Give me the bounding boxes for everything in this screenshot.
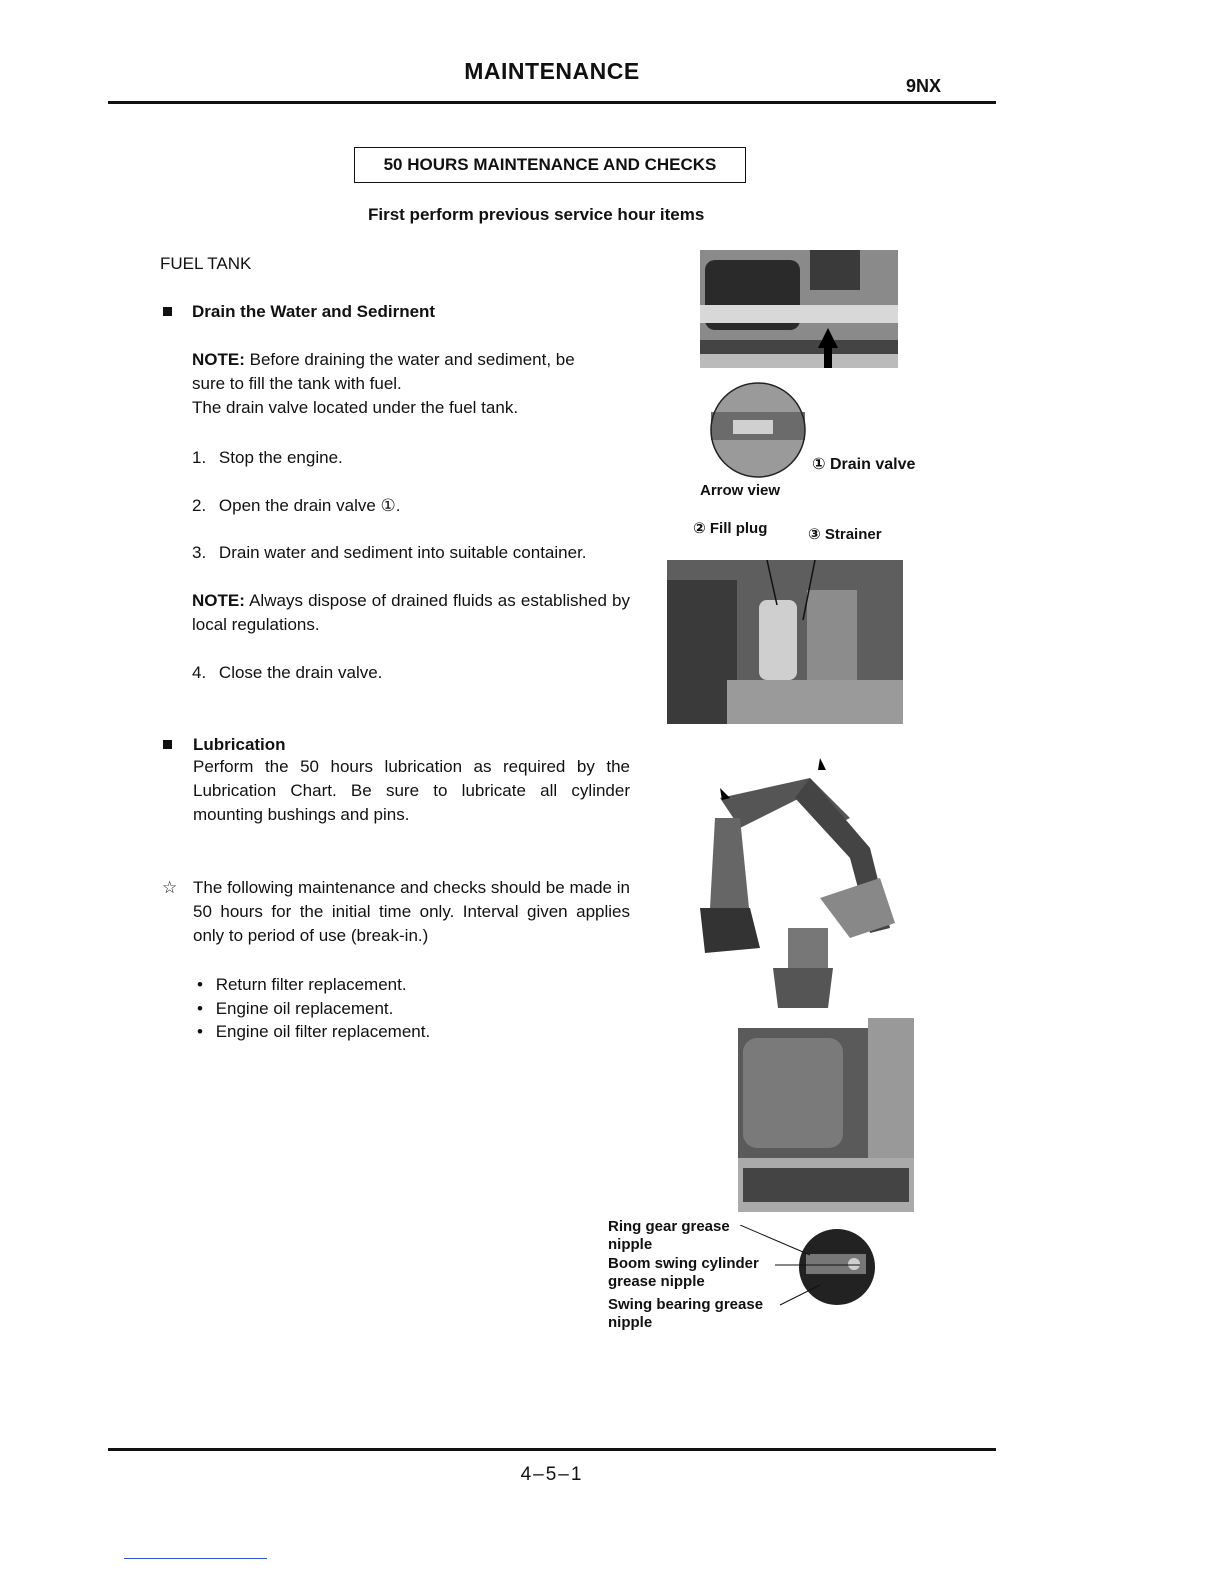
excavator-body-photo <box>738 928 914 1212</box>
boom-swing-line: grease nipple <box>608 1273 705 1290</box>
subheading: First perform previous service hour items <box>368 205 705 224</box>
lubrication-heading: Lubrication <box>193 735 286 754</box>
step-number: 1. <box>192 448 207 467</box>
fuel-fill-photo <box>667 560 903 724</box>
excavator-body-drawing <box>738 928 914 1212</box>
list-item <box>197 1020 430 1044</box>
fill-plug-label: ② Fill plug <box>693 520 768 537</box>
ring-gear-line: nipple <box>608 1236 653 1253</box>
step-text: Close the drain valve. <box>218 663 383 682</box>
dot-bullet-icon: • <box>197 999 203 1018</box>
step-text: Open the drain valve ①. <box>218 496 401 515</box>
star-icon: ☆ <box>162 878 178 897</box>
list-item-text: Return filter replacement. <box>215 975 407 994</box>
step-number: 4. <box>192 663 207 682</box>
ring-gear-label <box>608 1218 730 1254</box>
step-4 <box>192 661 382 685</box>
strainer-label: ③ Strainer <box>808 526 882 543</box>
note-label: NOTE: <box>192 350 245 369</box>
drain-valve-label: ① Drain valve <box>812 456 916 473</box>
square-bullet-icon <box>163 740 172 749</box>
link-underline <box>124 1558 267 1559</box>
step-1 <box>192 446 343 470</box>
boom-swing-label <box>608 1255 759 1291</box>
list-item <box>197 997 393 1021</box>
fuel-tank-heading: FUEL TANK <box>160 254 252 273</box>
step-2 <box>192 494 401 518</box>
step-text: Stop the engine. <box>218 448 343 467</box>
arrow-view-drawing <box>708 382 808 478</box>
initial-text: The following maintenance and checks should be made in 50 hours for the initial time only. Interval given applies only to period of use (break-in.) <box>193 878 630 945</box>
header-rule <box>108 101 996 104</box>
note-dispose <box>192 589 630 637</box>
list-item-text: Engine oil replacement. <box>215 999 394 1018</box>
note-text: Always dispose of drained fluids as established by local regulations. <box>192 591 630 634</box>
ring-gear-line: Ring gear grease <box>608 1218 730 1235</box>
page-header-title: MAINTENANCE <box>464 58 640 84</box>
page-number: 4–5–1 <box>520 1464 584 1485</box>
swing-bearing-line: nipple <box>608 1314 653 1331</box>
step-number: 3. <box>192 543 207 562</box>
section-title-box: 50 HOURS MAINTENANCE AND CHECKS <box>354 147 746 183</box>
swing-bearing-line: Swing bearing grease <box>608 1296 764 1313</box>
fuel-tank-photo-drawing <box>700 250 898 368</box>
step-text: Drain water and sediment into suitable container. <box>218 543 587 562</box>
drain-heading: Drain the Water and Sedirnent <box>192 302 436 321</box>
note-line: Before draining the water and sediment, be <box>249 350 575 369</box>
arrow-view-label: Arrow view <box>700 482 781 499</box>
lubrication-text: Perform the 50 hours lubrication as required by the Lubrication Chart. Be sure to lubricate all cylinder mounting bushings and pins. <box>193 757 630 824</box>
list-item-text: Engine oil filter replacement. <box>215 1022 431 1041</box>
note-drain <box>192 348 632 420</box>
dot-bullet-icon: • <box>197 975 203 994</box>
arrow-view-detail <box>708 382 808 478</box>
step-3 <box>192 541 587 565</box>
note-line: The drain valve located under the fuel tank. <box>192 398 519 417</box>
fuel-tank-photo <box>700 250 898 368</box>
square-bullet-icon <box>163 307 172 316</box>
boom-swing-line: Boom swing cylinder <box>608 1255 759 1272</box>
swing-bearing-label <box>608 1296 763 1332</box>
note-line: sure to fill the tank with fuel. <box>192 374 402 393</box>
step-number: 2. <box>192 496 207 515</box>
model-label: 9NX <box>906 76 942 96</box>
footer-rule <box>108 1448 996 1451</box>
fuel-fill-photo-drawing <box>667 560 903 724</box>
list-item <box>197 973 407 997</box>
note-label: NOTE: <box>192 591 245 610</box>
dot-bullet-icon: • <box>197 1022 203 1041</box>
